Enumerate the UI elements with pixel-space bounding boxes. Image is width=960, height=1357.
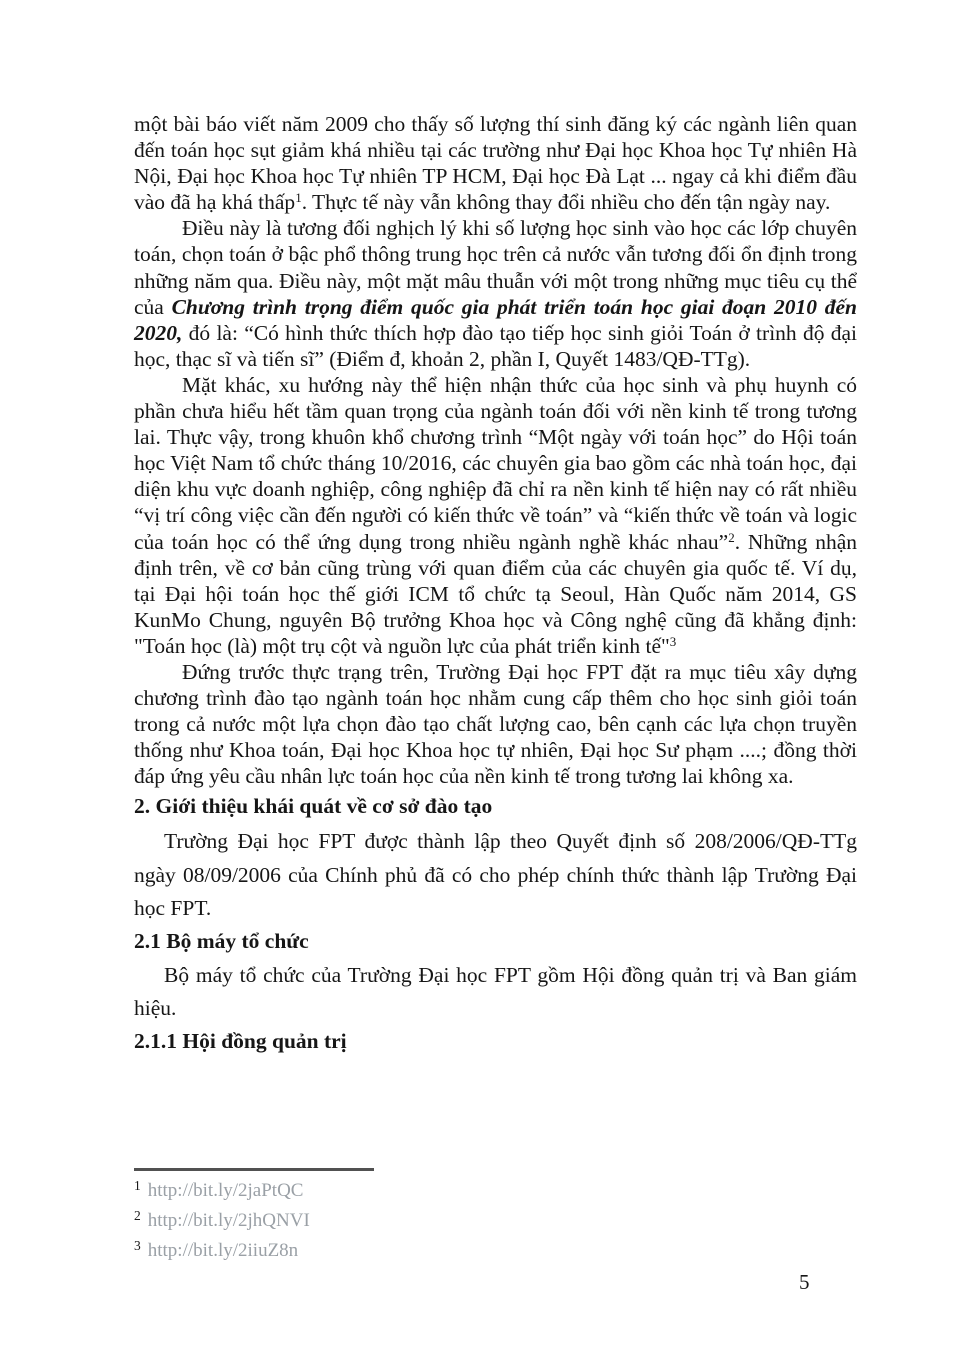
footnotes-block (134, 1168, 857, 1266)
footnote-3 (134, 1236, 857, 1266)
paragraph-contradiction (134, 215, 857, 372)
section-2-1-heading: 2.1 Bộ máy tổ chức (134, 929, 309, 954)
program-title-emphasis: Chương trình trọng điểm quốc gia phát triển toán học giai đoạn 2010 đến 2020, (134, 294, 857, 345)
footnote-ref-3: 3 (669, 633, 677, 649)
paragraph-contradiction-text-cont: đó là: “Có hình thức thích hợp đào tạo tiếp học sinh giỏi Toán ở trình độ đại học, thạc sĩ và tiến sĩ” (Điểm đ, khoản 2, phần I, Quyết 1483/QĐ-TTg). (134, 320, 857, 371)
footnote-3-marker: 3 (134, 1238, 141, 1253)
document-body (134, 111, 857, 1059)
footnote-separator (134, 1168, 374, 1171)
paragraph-awareness (134, 372, 857, 659)
paragraph-awareness-text-cont: . Những nhận định trên, về cơ bản cũng trùng với quan điểm của các chuyên gia quốc tế. Ví dụ, tại Đại hội toán học thế giới ICM tổ chức tạ Seoul, Hàn Quốc năm 2014, GS KunMo Chung, nguyên Bộ trưởng Khoa học và Công nghệ cũng đã khẳng định: "Toán học (là) một trụ cột và nguồn lực của phát triển kinh tế" (134, 529, 857, 658)
footnote-2 (134, 1206, 857, 1236)
page-number: 5 (799, 1270, 810, 1294)
paragraph-org-structure: Bộ máy tổ chức của Trường Đại học FPT gồm Hội đồng quản trị và Ban giám hiệu. (134, 962, 857, 1020)
paragraph-establishment: Trường Đại học FPT được thành lập theo Quyết định số 208/2006/QĐ-TTg ngày 08/09/2006 của Chính phủ đã có cho phép chính thức thành lập Trường Đại học FPT. (134, 829, 857, 921)
footnote-1-marker: 1 (134, 1178, 141, 1193)
paragraph-contradiction-text: Điều này là tương đối nghịch lý khi số lượng học sinh vào học các lớp chuyên toán, chọn toán ở bậc phổ thông trung học trên cả nước vẫn tương đối ổn định trong những năm qua. Điều này, một mặt mâu thuẫn với một trong những mục tiêu cụ thể của (134, 216, 857, 319)
footnote-ref-2: 2 (728, 529, 735, 545)
paragraph-intro-text: một bài báo viết năm 2009 cho thấy số lượng thí sinh đăng ký các ngành liên quan đến toán học sụt giảm khá nhiều tại các trường như Đại học Khoa học Tự nhiên Hà Nội, Đại học Khoa học Tự nhiên TP HCM, Đại học Đà Lạt ... ngay cả khi điểm đầu vào đã hạ khá thấp (134, 112, 857, 215)
footnote-3-link[interactable]: http://bit.ly/2iiuZ8n (147, 1240, 299, 1261)
footnote-ref-1: 1 (295, 190, 302, 206)
paragraph-awareness-text: Mặt khác, xu hướng này thể hiện nhận thức của học sinh và phụ huynh có phần chưa hiểu hết tầm quan trọng của ngành toán đối với nền kinh tế trong tương lai. Thực vậy, trong khuôn khổ chương trình “Một ngày với toán học” do Hội toán học Việt Nam tổ chức tháng 10/2016, các chuyên gia bao gồm các nhà toán học, đại diện khu vực doanh nghiệp, công nghiệp đã chỉ ra nền kinh tế hiện nay có rất nhiều “vị trí công việc cần đến người có kiến thức về toán” và “kiến thức về toán và logic của toán học có thể ứng dụng trong nhiều ngành nghề khác nhau” (134, 372, 857, 554)
footnote-2-link[interactable]: http://bit.ly/2jhQNVI (147, 1210, 310, 1231)
paragraph-fpt-goal-text: Đứng trước thực trạng trên, Trường Đại học FPT đặt ra mục tiêu xây dựng chương trình đào tạo ngành toán học nhằm cung cấp thêm cho học sinh giỏi toán trong cả nước một lựa chọn đào tạo chất lượng cao, bên cạnh các lựa chọn truyền thống như Khoa toán, Đại học Khoa học tự nhiên, Đại học Sư phạm ....; đồng thời đáp ứng yêu cầu nhân lực toán học của nền kinh tế trong tương lai không xa. (134, 659, 857, 789)
footnote-2-marker: 2 (134, 1208, 141, 1223)
footnote-1 (134, 1176, 857, 1206)
section-2-heading: 2. Giới thiệu khái quát về cơ sở đào tạo (134, 794, 493, 819)
paragraph-fpt-goal (134, 659, 857, 789)
paragraph-intro-text-cont: . Thực tế này vẫn không thay đổi nhiều cho đến tận ngày nay. (301, 190, 831, 215)
footnote-1-link[interactable]: http://bit.ly/2jaPtQC (147, 1180, 304, 1201)
paragraph-intro (134, 111, 857, 215)
section-2-1-1-heading: 2.1.1 Hội đồng quản trị (134, 1029, 347, 1054)
